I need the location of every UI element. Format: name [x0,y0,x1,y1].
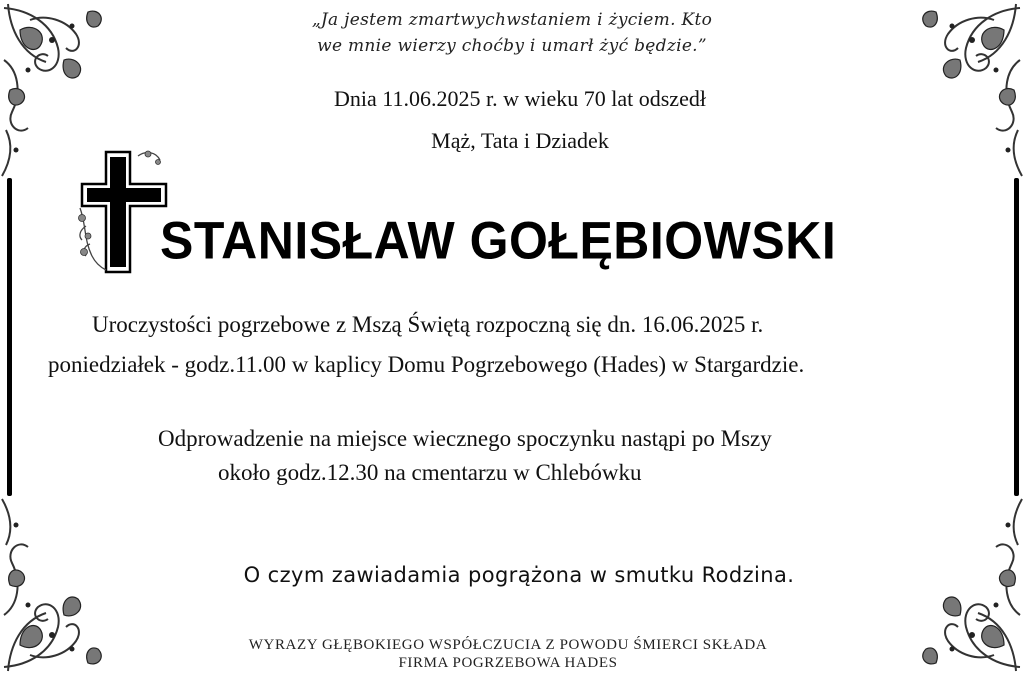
ceremony-line-2: poniedziałek - godz.11.00 w kaplicy Domu Pogrzebowego (Hades) w Stargardzie. [48,352,805,377]
procession-line-1: Odprowadzenie na miejsce wiecznego spoczynku nastąpi po Mszy [158,426,772,451]
sympathy-line-2: FIRMA POGRZEBOWA HADES [398,655,618,671]
death-date-line: Dnia 11.06.2025 r. w wieku 70 lat odszedł [334,86,706,111]
family-relation: Mąż, Tata i Dziadek [431,128,609,153]
quote-line-1: „Ja jestem zmartwychwstaniem i życiem. Kto [311,10,713,30]
family-announcement: O czym zawiadamia pogrążona w smutku Rodzina. [243,563,795,587]
right-border-bar [1014,178,1019,496]
deceased-name: STANISŁAW GOŁĘBIOWSKI [160,211,837,270]
left-border-bar [7,178,12,496]
cross-icon [76,148,172,276]
procession-line-2: około godz.12.30 na cmentarzu w Chlebówku [218,460,642,485]
ceremony-line-1: Uroczystości pogrzebowe z Mszą Świętą rozpoczną się dn. 16.06.2025 r. [92,312,764,337]
quote-line-2: we mnie wierzy choćby i umarł żyć będzie.” [317,36,707,56]
sympathy-line-1: WYRAZY GŁĘBOKIEGO WSPÓŁCZUCIA Z POWODU ŚMIERCI SKŁADA [248,637,768,653]
